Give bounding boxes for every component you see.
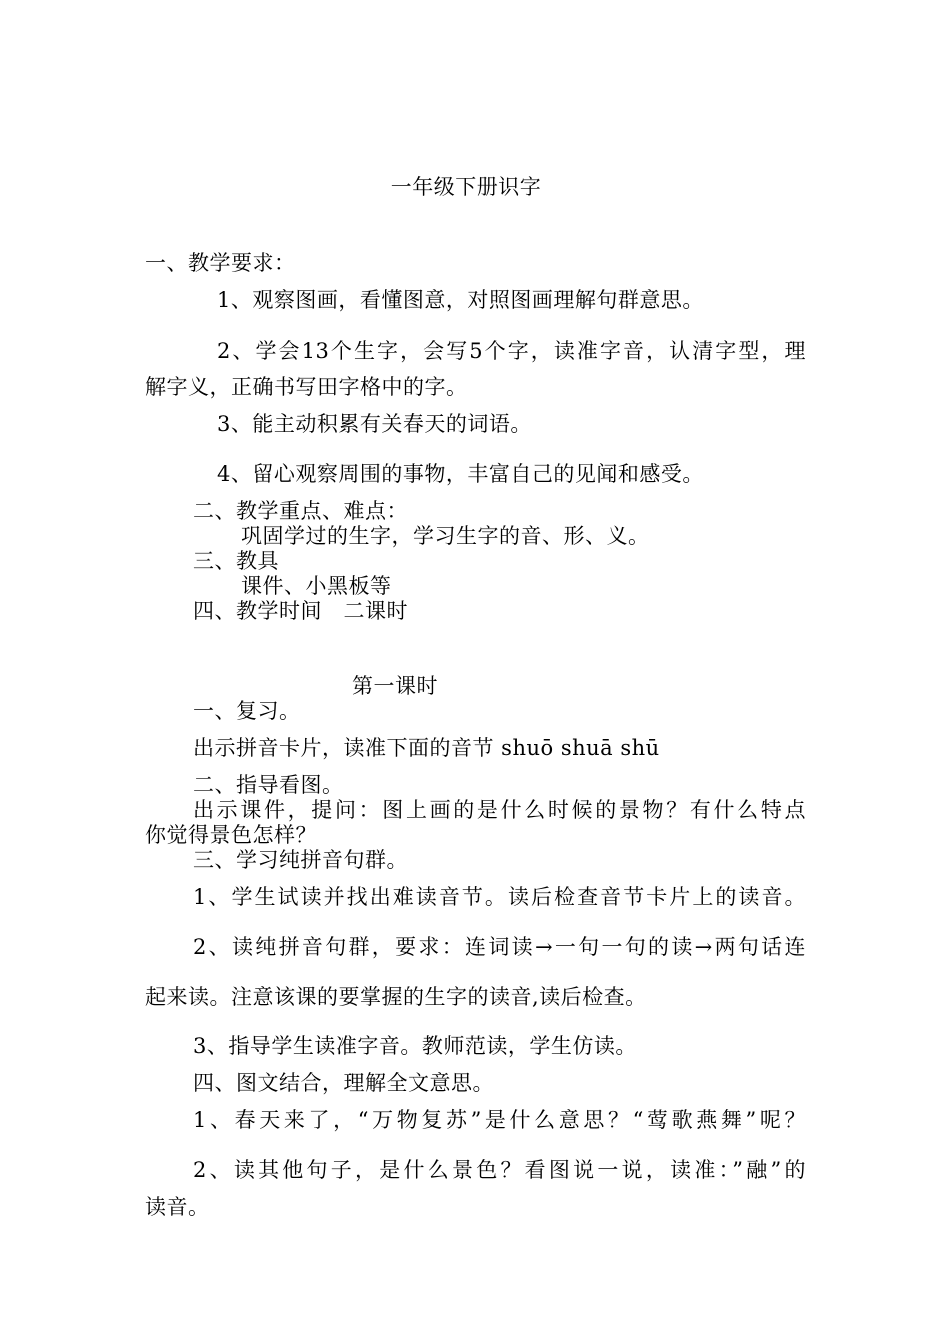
text-item-2-line-1: 2、读其他句子，是什么景色？看图说一说，读准：”融”的 [193,1158,806,1182]
review-content: 出示拼音卡片，读准下面的音节 shuō shuā shū [193,736,660,760]
section-3-content: 课件、小黑板等 [241,574,392,598]
document-title: 一年级下册识字 [390,175,542,199]
section-2-heading: 二、教学重点、难点： [193,499,408,523]
guide-content-line-1: 出示课件，提问：图上画的是什么时候的景物？有什么特点 [193,798,806,822]
text-heading: 四、图文结合，理解全文意思。 [193,1071,494,1095]
pinyin-item-2-line-1: 2、读纯拼音句群，要求：连词读→一句一句的读→两句话连 [193,935,806,959]
review-heading: 一、复习。 [193,699,301,723]
requirement-item-3: 3、能主动积累有关春天的词语。 [217,412,532,436]
guide-heading: 二、指导看图。 [193,773,344,797]
pinyin-item-2-line-2: 起来读。注意该课的要掌握的生字的读音,读后检查。 [145,985,647,1009]
section-1-heading: 一、教学要求： [145,251,296,275]
lesson-1-title: 第一课时 [352,674,438,698]
guide-content-line-2: 你觉得景色怎样？ [145,823,317,847]
section-2-content: 巩固学过的生字，学习生字的音、形、义。 [241,524,650,548]
requirement-item-2-line-2: 解字义，正确书写田字格中的字。 [145,375,468,399]
requirement-item-1: 1、观察图画，看懂图意，对照图画理解句群意思。 [217,288,704,312]
requirement-item-2-line-1: 2、学会13个生字，会写5个字，读准字音，认清字型，理 [217,339,806,363]
pinyin-item-3: 3、指导学生读准字音。教师范读，学生仿读。 [193,1034,637,1058]
text-item-2-line-2: 读音。 [145,1195,210,1219]
text-item-1: 1、春天来了，“万物复苏”是什么意思？“莺歌燕舞”呢？ [193,1108,806,1132]
requirement-item-4: 4、留心观察周围的事物，丰富自己的见闻和感受。 [217,462,704,486]
section-3-heading: 三、教具 [193,549,279,573]
pinyin-item-1: 1、学生试读并找出难读音节。读后检查音节卡片上的读音。 [193,885,806,909]
pinyin-heading: 三、学习纯拼音句群。 [193,848,408,872]
section-4-heading: 四、教学时间 二课时 [193,599,408,623]
